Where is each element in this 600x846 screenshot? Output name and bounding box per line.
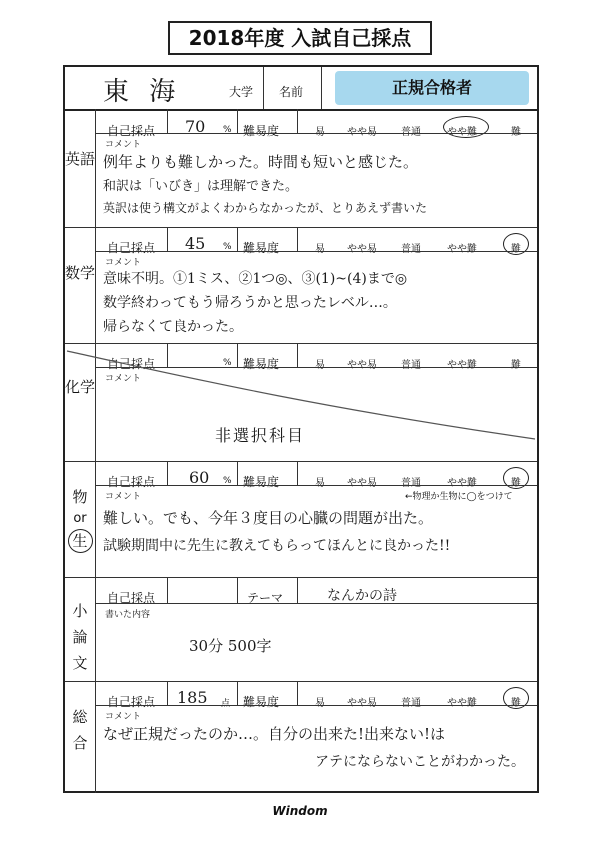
essay-theme: なんかの詩 — [327, 588, 397, 604]
difficulty-option-somewhat-hard: やや難 — [447, 360, 477, 371]
self-score-label: 自己採点 — [107, 124, 156, 138]
math-score: 45 — [185, 234, 206, 253]
subject-total-1: 総 — [72, 708, 88, 726]
difficulty-option-hard: 難 — [511, 478, 521, 489]
total-score: 185 — [177, 688, 208, 707]
difficulty-label: 難易度 — [243, 357, 280, 371]
difficulty-option-somewhat-easy: やや易 — [347, 360, 377, 371]
university-name: 東 海 — [103, 77, 182, 107]
difficulty-option-normal: 普通 — [401, 360, 421, 371]
phys-bio-comment-line-2: 試験期間中に先生に教えてもらってほんとに良かった!! — [103, 538, 451, 554]
difficulty-option-somewhat-easy: やや易 — [347, 478, 377, 489]
comment-label: コメント — [105, 258, 142, 268]
difficulty-option-somewhat-hard: やや難 — [447, 478, 477, 489]
brand-logo: Windom — [272, 804, 328, 818]
comment-label: コメント — [105, 712, 142, 722]
difficulty-option-hard: 難 — [511, 698, 521, 709]
english-score: 70 — [185, 117, 206, 136]
self-score-label: 自己採点 — [107, 475, 156, 489]
difficulty-option-easy: 易 — [315, 478, 325, 489]
difficulty-option-normal: 普通 — [401, 127, 421, 138]
total-comment-line-1: なぜ正規だったのか…。自分の出来た!出来ない!は — [103, 725, 446, 743]
difficulty-option-hard: 難 — [511, 360, 521, 371]
phys-bio-comment-line-1: 難しい。でも、今年３度目の心臓の問題が出た。 — [103, 509, 434, 527]
percent-unit: % — [223, 476, 232, 486]
subject-or: or — [73, 511, 87, 526]
chemistry-note: 非選択科目 — [215, 426, 306, 445]
difficulty-label: 難易度 — [243, 124, 280, 138]
difficulty-option-hard: 難 — [511, 127, 521, 138]
difficulty-option-normal: 普通 — [401, 478, 421, 489]
english-comment-line-2: 和訳は「いびき」は理解できた。 — [103, 179, 299, 194]
difficulty-label: 難易度 — [243, 241, 280, 255]
difficulty-option-somewhat-easy: やや易 — [347, 244, 377, 255]
subject-essay-1: 小 — [72, 602, 88, 620]
subject-english: 英語 — [65, 150, 96, 168]
difficulty-option-hard: 難 — [511, 244, 521, 255]
comment-label: コメント — [105, 492, 142, 502]
difficulty-option-somewhat-easy: やや易 — [347, 127, 377, 138]
score-sheet — [63, 65, 539, 793]
difficulty-option-somewhat-hard: やや難 — [447, 698, 477, 709]
difficulty-option-easy: 易 — [315, 360, 325, 371]
comment-label: コメント — [105, 140, 142, 150]
difficulty-label: 難易度 — [243, 475, 280, 489]
page-title: 2018年度 入試自己採点 — [168, 21, 432, 55]
name-label: 名前 — [279, 85, 304, 99]
difficulty-option-somewhat-easy: やや易 — [347, 698, 377, 709]
subject-total-2: 合 — [72, 734, 88, 752]
difficulty-option-normal: 普通 — [401, 244, 421, 255]
subject-chemistry: 化学 — [65, 378, 96, 396]
math-comment-line-3: 帰らなくて良かった。 — [103, 319, 243, 335]
self-score-label: 自己採点 — [107, 357, 156, 371]
difficulty-option-normal: 普通 — [401, 698, 421, 709]
strike-through-line — [65, 337, 537, 447]
university-label: 大学 — [229, 85, 254, 99]
math-comment-line-2: 数学終わってもう帰ろうかと思ったレベル…。 — [103, 295, 397, 311]
subject-physics: 物 — [72, 488, 88, 506]
subject-math: 数学 — [65, 264, 96, 282]
difficulty-option-easy: 易 — [315, 127, 325, 138]
percent-unit: % — [223, 125, 232, 135]
essay-content: 30分 500字 — [189, 637, 272, 655]
selected-difficulty-circle — [443, 116, 489, 138]
difficulty-option-easy: 易 — [315, 244, 325, 255]
subject-essay-2: 論 — [72, 628, 88, 646]
theme-label: テーマ — [247, 591, 284, 605]
points-unit: 点 — [221, 699, 231, 709]
percent-unit: % — [223, 242, 232, 252]
english-comment-line-1: 例年よりも難しかった。時間も短いと感じた。 — [103, 153, 419, 171]
self-score-label: 自己採点 — [107, 241, 156, 255]
difficulty-option-somewhat-hard: やや難 — [447, 244, 477, 255]
self-score-label: 自己採点 — [107, 695, 156, 709]
phys-bio-instruction: ←物理か生物に◯をつけて — [405, 492, 513, 502]
english-comment-line-3: 英訳は使う構文がよくわからなかったが、とりあえず書いた — [103, 201, 428, 215]
difficulty-option-somewhat-hard: やや難 — [447, 127, 477, 138]
difficulty-label: 難易度 — [243, 695, 280, 709]
self-score-label: 自己採点 — [107, 591, 156, 605]
phys-bio-score: 60 — [189, 468, 210, 487]
subject-biology: 生 — [72, 532, 88, 550]
subject-essay-3: 文 — [72, 654, 88, 672]
comment-label: コメント — [105, 374, 142, 384]
math-comment-line-1: 意味不明。①1ミス、②1つ◎、③(1)~(4)まで◎ — [103, 271, 408, 287]
difficulty-option-easy: 易 — [315, 698, 325, 709]
percent-unit: % — [223, 358, 232, 368]
total-comment-line-2: アテにならないことがわかった。 — [315, 754, 525, 770]
content-label: 書いた内容 — [105, 610, 151, 620]
status-badge: 正規合格者 — [335, 71, 529, 105]
selected-subject-circle — [68, 529, 93, 553]
